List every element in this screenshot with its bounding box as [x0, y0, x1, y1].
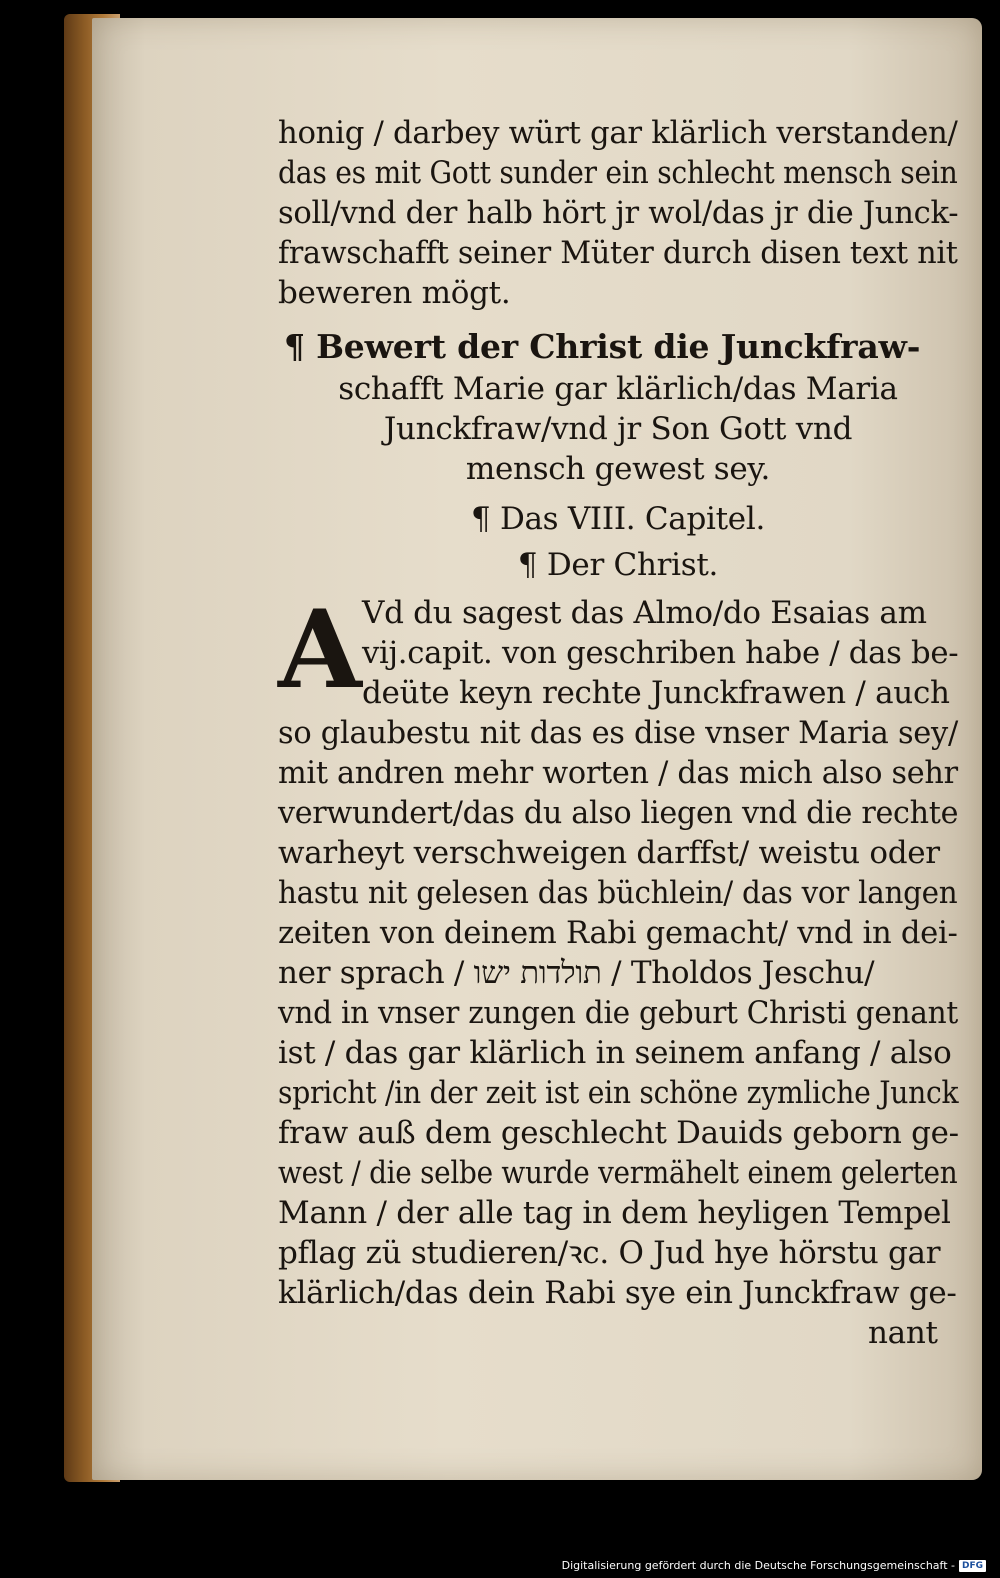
text-line: klärlich/das dein Rabi sye ein Junckfraw ge-	[278, 1275, 957, 1311]
footer-text: Digitalisierung gefördert durch die Deutsche Forschungsgemeinschaft -	[561, 1559, 955, 1572]
footer-credit	[562, 1558, 986, 1574]
drop-cap-initial: A	[278, 587, 362, 713]
text-line: Mann / der alle tag in dem heyligen Tempel	[278, 1195, 951, 1231]
text-line: zeiten von deinem Rabi gemacht/ vnd in dei-	[278, 915, 958, 951]
text-line: spricht /in der zeit ist ein schöne zymliche Junck	[278, 1075, 959, 1111]
speaker-label: ¶ Der Christ.	[517, 547, 719, 583]
text-line: verwundert/das du also liegen vnd die rechte	[278, 795, 959, 831]
catchword: nant	[868, 1315, 938, 1351]
text-line: so glaubestu nit das es dise vnser Maria sey/	[278, 715, 958, 751]
text-line: ist / das gar klärlich in seinem anfang / also	[278, 1035, 952, 1071]
text-line: pflag zü studieren/ꝛc. O Jud hye hörstu gar	[278, 1235, 941, 1271]
heading-line: ¶ Bewert der Christ die Junckfraw-	[284, 327, 921, 366]
text-line: west / die selbe wurde vermähelt einem gelerten	[278, 1155, 958, 1191]
text-line: ner sprach / תולדות ישו / Tholdos Jeschu/	[278, 955, 875, 991]
book-page	[92, 18, 982, 1480]
text-line: fraw auß dem geschlecht Dauids geborn ge-	[278, 1115, 959, 1151]
heading-line: mensch gewest sey.	[465, 451, 771, 487]
dfg-logo: DFG	[959, 1560, 986, 1572]
text-line: deüte keyn rechte Junckfrawen / auch	[362, 675, 950, 711]
chapter-title: ¶ Das VIII. Capitel.	[470, 501, 766, 537]
text-line: beweren mögt.	[278, 275, 511, 311]
text-line: honig / darbey würt gar klärlich verstanden/	[278, 115, 958, 151]
text-line: vnd in vnser zungen die geburt Christi genant	[278, 995, 959, 1031]
text-line: frawschafft seiner Müter durch disen text nit	[278, 235, 958, 271]
text-line: mit andren mehr worten / das mich also sehr	[278, 755, 958, 791]
text-line: vij.capit. von geschriben habe / das be-	[362, 635, 959, 671]
text-line: warheyt verschweigen darffst/ weistu oder	[278, 835, 940, 871]
heading-line: Junckfraw/vnd jr Son Gott vnd	[383, 411, 853, 447]
text-line: soll/vnd der halb hört jr wol/das jr die Junck-	[278, 195, 959, 231]
text-line: Vd du sagest das Almo/do Esaias am	[362, 595, 927, 631]
text-line: das es mit Gott sunder ein schlecht mensch sein	[278, 155, 958, 191]
text-line: hastu nit gelesen das büchlein/ das vor langen	[278, 875, 958, 911]
heading-line: schafft Marie gar klärlich/das Maria	[338, 371, 898, 407]
